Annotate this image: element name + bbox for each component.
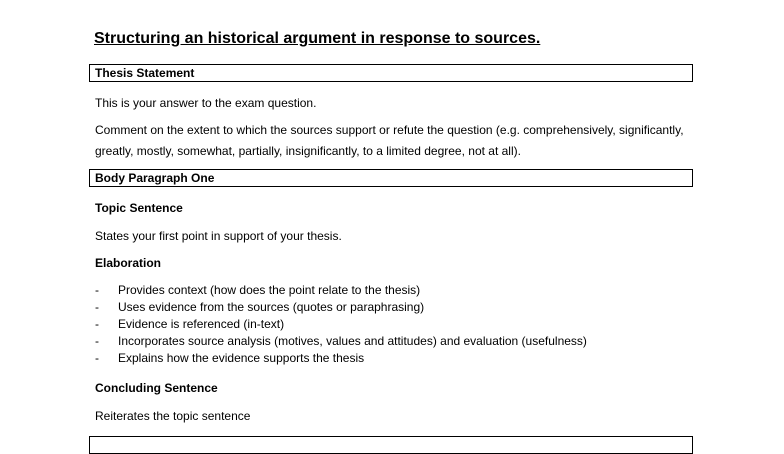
list-item [95, 299, 587, 316]
thesis-heading: Thesis Statement [95, 66, 195, 80]
thesis-line-1: This is your answer to the exam question. [95, 96, 317, 110]
list-item-text: Incorporates source analysis (motives, values and attitudes) and evaluation (usefulness) [118, 334, 587, 348]
elaboration-heading: Elaboration [95, 256, 162, 270]
list-item [95, 316, 587, 333]
bullet-dash: - [95, 351, 99, 365]
list-item [95, 333, 587, 350]
body-one-heading-box [89, 169, 693, 187]
next-section-box [89, 436, 693, 454]
thesis-heading-box [89, 64, 693, 82]
list-item-text: Uses evidence from the sources (quotes or paraphrasing) [118, 300, 425, 314]
document-title: Structuring an historical argument in response to sources. [94, 30, 541, 47]
bullet-dash: - [95, 334, 99, 348]
concluding-sentence-heading: Concluding Sentence [95, 381, 218, 395]
list-item [95, 350, 587, 367]
bullet-dash: - [95, 283, 99, 297]
list-item [95, 282, 587, 299]
body-one-heading: Body Paragraph One [95, 171, 215, 185]
list-item-text: Explains how the evidence supports the thesis [118, 351, 365, 365]
elaboration-list [95, 282, 587, 367]
list-item-text: Evidence is referenced (in-text) [118, 317, 285, 331]
thesis-line-2: Comment on the extent to which the sources support or refute the question (e.g. comprehensively, significantly, greatly, mostly, somewhat, partially, insignificantly, to a limited degree, not at all). [95, 123, 684, 158]
list-item-text: Provides context (how does the point relate to the thesis) [118, 283, 421, 297]
bullet-dash: - [95, 317, 99, 331]
topic-sentence-text: States your first point in support of your thesis. [95, 229, 342, 243]
concluding-sentence-text: Reiterates the topic sentence [95, 409, 251, 423]
bullet-dash: - [95, 300, 99, 314]
topic-sentence-heading: Topic Sentence [95, 201, 183, 215]
